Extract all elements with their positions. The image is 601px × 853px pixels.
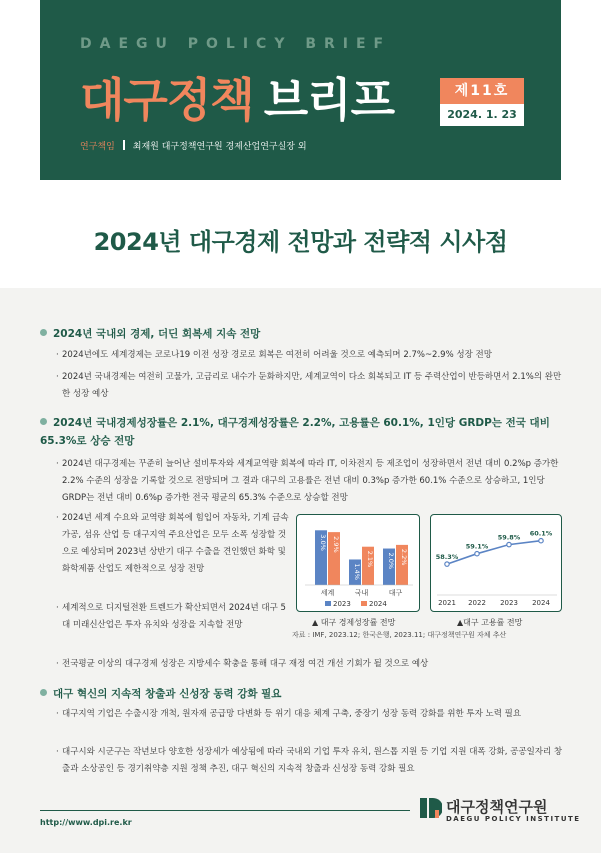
section1-bullet-2: · 2024년 국내경제는 여전히 고물가, 고금리로 내수가 둔화하지만, 세계교역이 다소 회복되고 IT 등 주력산업이 반등하면서 2.1%의 완만한 성장 예상 (62, 369, 564, 403)
employment-year-label: 2022 (468, 599, 486, 607)
bullet-dot-icon (40, 418, 47, 425)
employment-chart-box (430, 514, 562, 612)
bar-category-label: 대구 (388, 589, 403, 597)
brief-english-title: DAEGU POLICY BRIEF (80, 36, 392, 52)
section-heading-1: 2024년 국내외 경제, 더딘 회복세 지속 전망 (40, 326, 260, 341)
legend-label-2024: 2024 (369, 600, 387, 608)
issue-number: 제11호 (440, 78, 524, 104)
org-name-korean: 대구정책연구원 (446, 798, 548, 816)
bar-data-label: 2.2% (400, 548, 408, 566)
employment-point-2024 (539, 539, 543, 543)
employment-point-2021 (445, 562, 449, 566)
org-name-english: DAEGU POLICY INSTITUTE (446, 815, 581, 823)
employment-chart-caption: ▲대구 고용률 전망 (457, 618, 523, 627)
bullet-dot-icon (40, 689, 47, 696)
legend-swatch-2023 (325, 601, 331, 606)
section2-bullet-2: · 2024년 세계 수요와 교역량 회복에 힘입어 자동차, 기계 금속가공, 섬유 산업 등 대구지역 주요산업은 모두 소폭 성장할 것으로 예상되며 2023년 상반기 대구 수출을 견인했던 화학 및 화학제품 산업도 제한적으로 성장 전망 (62, 510, 290, 578)
employment-data-label: 58.3% (435, 553, 459, 562)
employment-year-label: 2023 (500, 599, 518, 607)
legend-label-2023: 2023 (333, 600, 351, 608)
employment-year-label: 2024 (532, 599, 550, 607)
employment-line-chart (431, 515, 563, 613)
growth-chart-box (296, 514, 420, 612)
author-line (80, 139, 307, 152)
growth-bar-chart (297, 515, 421, 613)
page-title: 2024년 대구경제 전망과 전략적 시사점 (93, 228, 508, 256)
section-heading-2: 2024년 국내경제성장률은 2.1%, 대구경제성장률은 2.2%, 고용률은 60.1%, 1인당 GRDP는 전국 대비 65.3%로 상승 전망 (40, 417, 550, 447)
bar-category-label: 국내 (354, 589, 369, 597)
bullet-dot-icon (40, 329, 47, 336)
growth-chart-caption: ▲ 대구 경제성장률 전망 (312, 618, 396, 627)
brief-korean-title (80, 64, 394, 130)
employment-data-label: 59.8% (497, 533, 521, 542)
title-part2: 브리프 (263, 73, 395, 127)
section3-bullet-2: · 대구시와 시군구는 작년보다 양호한 성장세가 예상됨에 따라 국내외 기업 투자 유치, 원스톱 지원 등 기업 지원 대폭 강화, 공공일자리 창출과 소상공인 등 경기취약층 지원 정책 추진, 대구 혁신의 지속적 창출과 신성장 동력 강화 필요 (62, 744, 564, 778)
section3-bullet-1: · 대구지역 기업은 수출시장 개척, 원자재 공급망 다변화 등 위기 대응 체계 구축, 중장기 성장 동력 강화를 위한 투자 노력 필요 (62, 706, 564, 723)
section1-bullet-1: · 2024년에도 세계경제는 코로나19 이전 성장 경로로 회복은 여전히 어려울 것으로 예측되며 2.7%~2.9% 성장 전망 (62, 347, 564, 364)
chart-source-note: 자료 : IMF, 2023.12; 한국은행, 2023.11; 대구정책연구원 자체 추산 (292, 631, 507, 639)
bar-data-label: 2.0% (387, 552, 395, 570)
dpi-logo-icon (420, 796, 442, 820)
employment-data-label: 60.1% (529, 529, 553, 538)
legend-swatch-2024 (361, 601, 367, 606)
section2-bullet-3: · 세계적으로 디지털전환 트렌드가 확산되면서 2024년 대구 5대 미래신산업은 투자 유치와 성장을 지속할 전망 (62, 600, 290, 634)
issue-date: 2024. 1. 23 (440, 104, 524, 126)
title-part1: 대구정책 (80, 73, 254, 127)
bar-data-label: 1.4% (353, 563, 361, 580)
bar-data-label: 2.9% (332, 536, 340, 553)
website-link[interactable]: http://www.dpi.re.kr (40, 818, 132, 827)
author-separator (123, 140, 125, 150)
footer-divider (40, 810, 410, 811)
employment-year-label: 2021 (438, 599, 456, 607)
author-name: 최재원 대구정책연구원 경제산업연구실장 외 (132, 142, 307, 152)
section2-bullet-4: · 전국평균 이상의 대구경제 성장은 지방세수 확충을 통해 대구 재정 여건 개선 기회가 될 것으로 예상 (62, 656, 564, 673)
employment-point-2022 (475, 552, 479, 556)
bar-data-label: 2.1% (366, 550, 374, 568)
employment-line (447, 541, 541, 564)
section2-bullet-1: · 2024년 대구경제는 꾸준히 늘어난 설비투자와 세계교역량 회복에 따라 IT, 이차전지 등 제조업이 성장하면서 전년 대비 0.2%p 증가한 2.2% 수준의 성장을 기록할 것으로 전망되며 그 결과 대구의 고용률은 전년 대비 0.3%p 증가한 60.1% 수준으로 상승하고, 1인당 GRDP는 전년 대비 0.6%p 증가한 전국 평균의 65.3% 수준으로 상승할 전망 (62, 456, 564, 507)
section-heading-3: 대구 혁신의 지속적 창출과 신성장 동력 강화 필요 (40, 686, 281, 701)
author-role: 연구책임 (80, 142, 115, 152)
employment-point-2023 (507, 542, 511, 546)
bar-data-label: 3.0% (319, 534, 327, 551)
employment-data-label: 59.1% (465, 542, 489, 551)
bar-category-label: 세계 (320, 589, 335, 597)
